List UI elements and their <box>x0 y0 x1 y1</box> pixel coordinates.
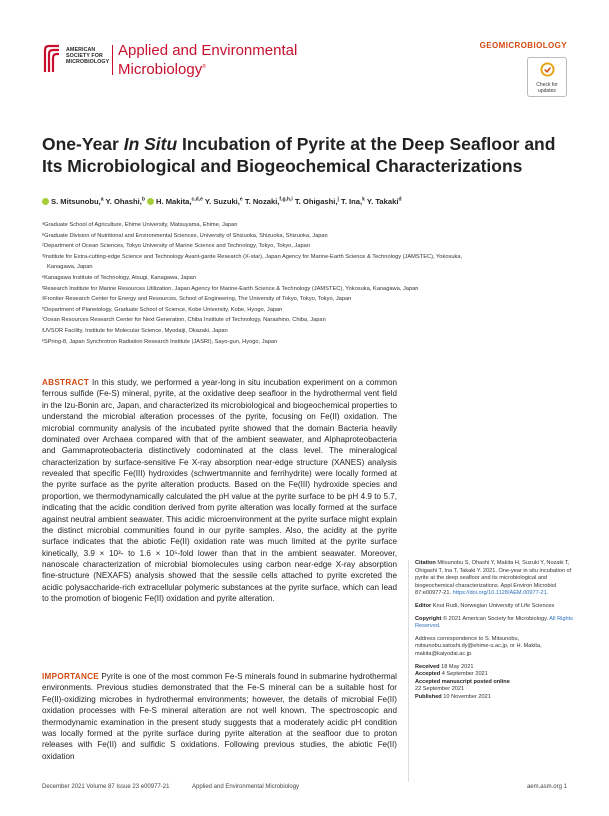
journal-line: Microbiology <box>118 61 203 78</box>
citation-label: Citation <box>415 560 436 566</box>
affiliation: ᵇGraduate Division of Nutritional and Environmental Sciences, University of Shizuoka, Shizuoka, Shizuoka, Japan <box>42 232 328 239</box>
sidebar-divider <box>408 560 409 782</box>
footer-issue: December 2021 Volume 87 Issue 23 e00977-21 <box>42 784 170 790</box>
orcid-icon[interactable] <box>147 198 154 205</box>
journal-name[interactable]: Applied and Environmental Microbiology® <box>118 42 298 78</box>
orcid-icon[interactable] <box>42 198 49 205</box>
author[interactable]: T. Nozaki,$^{f,g,h,i}$ <box>244 196 293 206</box>
page-footer <box>42 784 567 790</box>
accepted-line: Accepted 4 September 2021 <box>415 671 488 678</box>
affiliation: ᶜDepartment of Ocean Sciences, Tokyo University of Marine Science and Technology, Tokyo, Tokyo, Japan <box>42 243 310 250</box>
affiliation: Kanagawa, Japan <box>47 264 93 271</box>
copyright-label: Copyright <box>415 615 442 622</box>
author[interactable]: S. Mitsunobu,$^a$ <box>42 197 104 206</box>
affiliation: ᶠResearch Institute for Marine Resources Utilization, Japan Agency for Marine-Earth Science & Technology (JAMSTEC), Yokosuka, Kanagawa, Japan <box>42 285 419 292</box>
doi-link[interactable]: https://doi.org/10.1128/AEM.00977-21. <box>452 590 549 597</box>
journal-line: Applied and Environmental <box>118 42 298 59</box>
citation-text: Mitsunobu S, Ohashi Y, Makita H, Suzuki Y, Nozaki T, Ohigashi T, Ina T, Takaki Y. 2021. One-year in situ incubation of pyrite at the deep seafloor and its microbiological and biogeochemical characterizations. Appl Environ Microbiol 87:e00977-21. <box>415 560 572 597</box>
editor-block <box>415 603 573 611</box>
affiliation-list <box>42 220 562 347</box>
author-list <box>42 194 567 207</box>
correspondence-block: Address correspondence to S. Mitsunobu, mitsunobu.satoshi.dy@ehime-u.ac.jp, or H. Makita, makita@kaiyodai.ac.jp. <box>415 635 542 657</box>
published-line: Published 10 November 2021 <box>415 693 491 700</box>
society-line: AMERICAN <box>66 47 96 53</box>
check-updates-icon <box>540 62 555 77</box>
abstract <box>42 377 397 605</box>
check-updates-label: Check for <box>536 82 558 88</box>
affiliation: ᵏSPring-8, Japan Synchrotron Radiation Research Institute (JASRI), Sayo-gun, Hyogo, Japan <box>42 338 278 345</box>
affiliation: ᵍFrontier Research Center for Energy and Resources, School of Engineering, The University of Tokyo, Tokyo, Tokyo, Japan <box>42 296 352 303</box>
affiliation: ⁱOcean Resources Research Center for Next Generation, Chiba Institute of Technology, Narashino, Chiba, Japan <box>42 317 326 324</box>
section-label: GEOMICROBIOLOGY <box>479 41 567 50</box>
citation-block <box>415 560 573 598</box>
affiliation: ʰDepartment of Planetology, Graduate School of Science, Kobe University, Kobe, Hyogo, Japan <box>42 306 283 313</box>
author[interactable]: Y. Takaki$^d$ <box>366 196 402 206</box>
footer-url[interactable]: aem.asm.org 1 <box>526 784 567 790</box>
society-line: MICROBIOLOGY <box>66 59 110 66</box>
check-for-updates-button[interactable] <box>527 57 567 97</box>
society-line: SOCIETY FOR <box>66 53 103 60</box>
author[interactable]: T. Ina,$^k$ <box>341 196 365 206</box>
abstract-text: In this study, we performed a year-long in situ incubation experiment on a common ferrous sulfide (Fe-S) mineral, pyrite, at the oxidative deep seafloor in the hydrothermal vent field in the Izu-Bonin arc, Japan, and characterized its microbiological and biogeochemical properties to understand the microbial alteration processes of the pyrite, focusing on Fe(II) oxidation. The microbial community analysis of the incubated pyrite showed that the domain Bacteria heavily dominated over Archaea compared with that of the ambient seawater, and Alphaproteobacteria and Gammaproteobacteria distinctively codominated at the class level. The mineralogical characterization by surface-sensitive Fe X-ray absorption near-edge structure (XANES) analysis revealed that specific Fe(III) hydroxides (schwertmannite and ferrihydrite) were locally formed at the pyrite surface as the pyrite alteration products. Based on the Fe(III) hydroxide species and proportion, we thermodynamically calculated the pH value at the pyrite surface to be pH 4.9 to 5.7, indicating that the acidic condition derived from pyrite alteration was locally formed at the surface against neutral ambient seawater. This acidic microenvironment at the pyrite surface might explain the distinct microbial communities found in our pyrite samples. Also, the acidity at the pyrite surface indicates that the abiotic Fe(II) oxidation rate was much limited at the pyrite surface kinetically, 3.9 × 10³- to 1.6 × 10⁵-fold lower than that in the ambient seawater. Moreover, nanoscale characterization of microbial biomolecules using carbon near-edge X-ray absorption fine-structure (NEXAFS) analysis showed that the sessile cells attached to pyrite excreted the acidic polysaccharide-rich extracellular polymeric substances at the pyrite surface, which can lead to the promotion of biogenic Fe(II) oxidation and pyrite alteration. <box>42 378 397 604</box>
check-updates-label: updates <box>538 87 556 94</box>
importance-text: Pyrite is one of the most common Fe-S minerals found in submarine hydrothermal environments. Previous studies demonstrated that the Fe-S mineral can be a suitable host for Fe(II)-oxidizing microbes in hydrothermal environments; however, the details of microbial Fe(II) oxidation processes with Fe-S mineral alteration are not well known. The spectroscopic and thermodynamic examination in the present study suggests that a moderately acidic pH condition was locally formed at the pyrite surface during pyrite alteration at the seafloor due to proton releases with Fe(II) and sulfidic S oxidations. Following previous studies, the abiotic Fe(II) oxidation <box>42 672 397 761</box>
society-name <box>66 47 109 66</box>
received-line: Received 18 May 2021 <box>415 663 474 670</box>
author[interactable]: Y. Suzuki,$^e$ <box>204 196 243 206</box>
manuscript-line: Accepted manuscript posted online <box>415 678 510 685</box>
asm-logo-icon <box>42 44 62 74</box>
editor-label: Editor <box>415 602 432 609</box>
author[interactable]: T. Ohigashi,$^j$ <box>294 196 339 206</box>
logo-divider <box>112 45 113 75</box>
affiliation: ᵉKanagawa Institute of Technology, Atsugi, Kanagawa, Japan <box>42 274 196 281</box>
affiliation: ᵃGraduate School of Agriculture, Ehime University, Matsuyama, Ehime, Japan <box>42 222 238 228</box>
affiliation: ʲUVSOR Facility, Institute for Molecular Science, Myodaiji, Okazaki, Japan <box>42 327 228 334</box>
author[interactable]: H. Makita,$^{c,d,e}$ <box>147 197 203 206</box>
footer-journal: Applied and Environmental Microbiology <box>192 784 300 790</box>
editor-text: Knut Rudi, Norwegian University of Life Sciences <box>432 602 555 609</box>
manuscript-date: 22 September 2021 <box>415 686 465 693</box>
importance-label: IMPORTANCE <box>42 672 100 681</box>
copyright-block <box>415 616 573 631</box>
article-info-sidebar <box>415 560 573 702</box>
article-title: One-Year In Situ Incubation of Pyrite at the Deep Seafloor and Its Microbiological and Biogeochemical Characterizations <box>42 134 556 176</box>
affiliation: ᵈInstitute for Extra-cutting-edge Science and Technology Avant-garde Research (X-star), Japan Agency for Marine-Earth Science & Technology (JAMSTEC), Yokosuka, <box>42 253 463 260</box>
importance <box>42 671 397 762</box>
abstract-label: ABSTRACT <box>42 378 90 387</box>
copyright-text: © 2021 American Society for Microbiology. <box>442 615 549 622</box>
rights-link[interactable]: All Rights Reserved. <box>415 615 573 630</box>
author[interactable]: Y. Ohashi,$^b$ <box>105 196 145 206</box>
